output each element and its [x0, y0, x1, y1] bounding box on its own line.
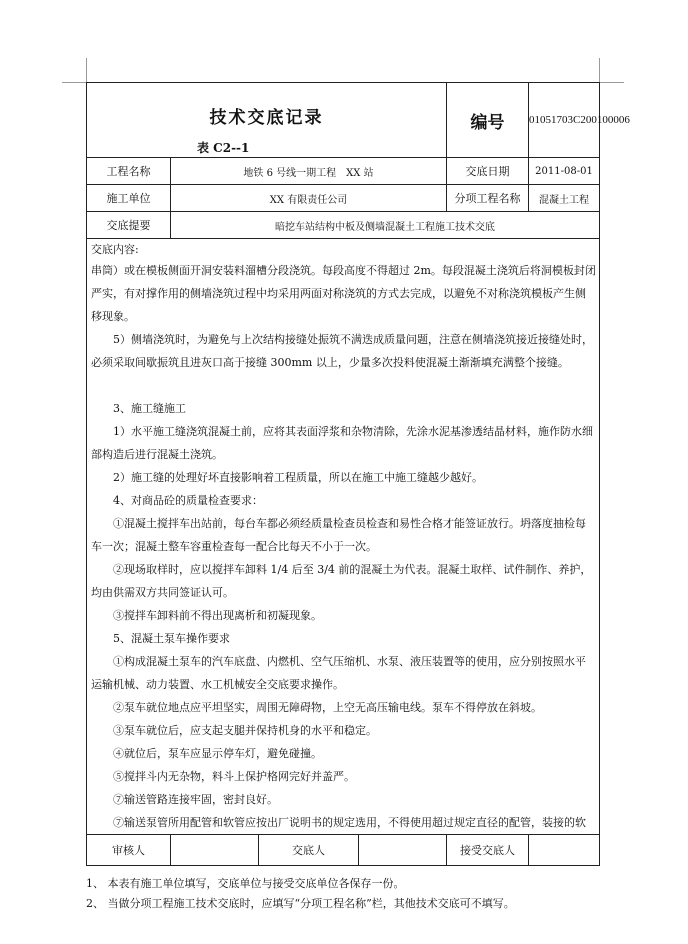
content-paragraph: 2）施工缝的处理好坏直接影响着工程质量，所以在施工中施工缝越少越好。	[113, 471, 483, 484]
content-paragraph: ③搅拌车卸料前不得出现离析和初凝现象。	[113, 609, 322, 622]
crop-mark-top-right-h	[600, 82, 624, 83]
form-table	[86, 82, 630, 866]
content-paragraph: 4、对商品砼的质量检查要求：	[113, 494, 263, 507]
reviewer-label: 审核人	[87, 835, 171, 866]
presenter-signature[interactable]	[359, 835, 447, 866]
form-code: 表 C2--1	[197, 141, 250, 155]
subproject-value: 混凝土工程	[529, 185, 600, 212]
summary-label: 交底提要	[87, 212, 171, 239]
form-notes	[86, 874, 515, 914]
content-paragraph: ①构成混凝土泵车的汽车底盘、内燃机、空气压缩机、水泵、液压装置等的使用，应分别按照水平运输机械、动力装置、水工机械安全交底要求操作。	[91, 655, 586, 691]
crop-mark-top-right-v	[599, 58, 600, 82]
presenter-label: 交底人	[259, 835, 359, 866]
crop-mark-top-left-v	[86, 58, 87, 82]
content-label: 交底内容:	[91, 243, 139, 256]
reviewer-signature[interactable]	[171, 835, 259, 866]
date-value: 2011-08-01	[529, 158, 600, 185]
date-label: 交底日期	[447, 158, 529, 185]
number-value: 01051703C200100006	[529, 83, 600, 158]
contractor-value: XX 有限责任公司	[171, 185, 447, 212]
content-paragraph: ④就位后，泵车应显示停车灯，避免碰撞。	[113, 747, 322, 760]
title-cell	[87, 83, 447, 158]
content-paragraph: ①混凝土搅拌车出站前，每台车都必须经质量检查员检查和易性合格才能签证放行。坍落度抽检每车一次；混凝土整车容重检查每一配合比每天不小于一次。	[91, 517, 586, 553]
content-paragraph: ②现场取样时，应以搅拌车卸料 1/4 后至 3/4 前的混凝土为代表。混凝土取样、试件制作、养护，均由供需双方共同签证认可。	[91, 563, 592, 599]
subproject-label: 分项工程名称	[447, 185, 529, 212]
summary-value: 暗挖车站结构中板及侧墙混凝土工程施工技术交底	[171, 212, 600, 239]
receiver-label: 接受交底人	[447, 835, 529, 866]
content-paragraph: ③泵车就位后，应支起支腿并保持机身的水平和稳定。	[113, 724, 377, 737]
content-paragraph: ⑦输送管路连接牢固，密封良好。	[113, 793, 278, 806]
content-paragraph: 5）侧墙浇筑时，为避免与上次结构接缝处振筑不满迭成质量问题，注意在侧墙浇筑接近接缝处时，必须采取间歇振筑且进灰口高于接缝 300mm 以上，少量多次投料使混凝土渐渐填充满整个接缝。	[91, 333, 593, 369]
note-line: 1、 本表有施工单位填写，交底单位与接受交底单位各保存一份。	[86, 877, 405, 890]
form-title: 技术交底记录	[209, 108, 324, 128]
contractor-label: 施工单位	[87, 185, 171, 212]
receiver-signature[interactable]	[529, 835, 600, 866]
content-paragraph: ⑤搅拌斗内无杂物，料斗上保护格网完好并盖严。	[113, 770, 355, 783]
project-name-label: 工程名称	[87, 158, 171, 185]
content-paragraph: 串筒）或在模板侧面开洞安装料溜槽分段浇筑。每段高度不得超过 2m。每段混凝土浇筑后将洞模板封闭严实，有对撑作用的侧墙浇筑过程中均采用两面对称浇筑的方式去完成，以避免不对称浇筑模板产生侧移现象。	[91, 264, 596, 323]
technical-disclosure-form	[86, 82, 630, 866]
content-cell	[87, 239, 600, 835]
content-paragraph: 1）水平施工缝浇筑混凝土前，应将其表面浮浆和杂物清除，先涂水泥基渗透结晶材料，施作防水细部构造后进行混凝土浇筑。	[91, 425, 593, 461]
content-paragraph: ⑦输送泵管所用配管和软管应按出厂说明书的规定选用，不得使用超过规定直径的配管，装接的软	[113, 816, 586, 829]
content-paragraph: 3、施工缝施工	[113, 402, 186, 415]
note-line: 2、 当做分项工程施工技术交底时，应填写“分项工程名称”栏，其他技术交底可不填写。	[86, 897, 515, 910]
content-paragraph: ②泵车就位地点应平坦坚实，周围无障碍物，上空无高压输电线。泵车不得停放在斜坡。	[113, 701, 542, 714]
content-paragraph: 5、混凝土泵车操作要求	[113, 632, 230, 645]
number-label: 编号	[447, 83, 529, 158]
project-name-value: 地铁 6 号线一期工程 XX 站	[171, 158, 447, 185]
crop-mark-top-left-h	[62, 82, 86, 83]
content-body	[87, 239, 599, 834]
